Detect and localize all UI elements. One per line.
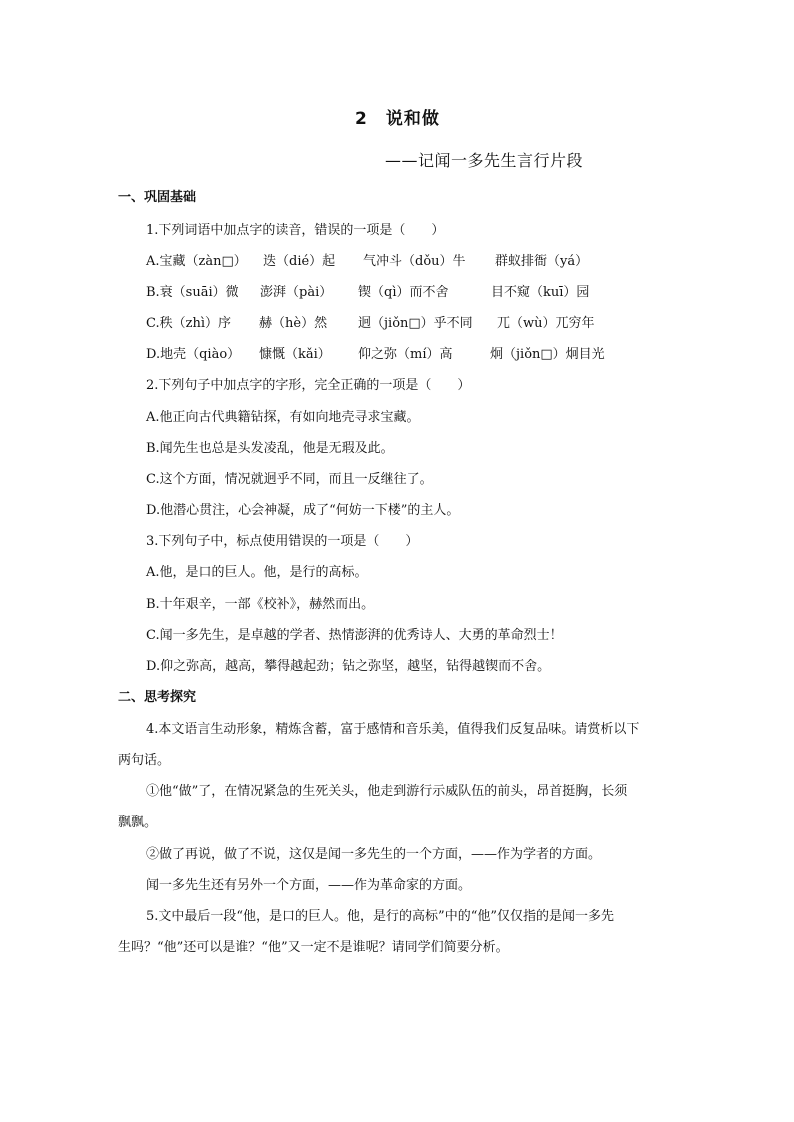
q1-option-b-2: 澎湃（pài） bbox=[260, 285, 333, 300]
lesson-title: 2 说和做 bbox=[355, 109, 440, 129]
question-4-line-1: 4.本文语言生动形象，精炼含蓄，富于感情和音乐美，值得我们反复品味。请赏析以下 bbox=[146, 722, 640, 737]
question-3-stem: 3.下列句子中，标点使用错误的一项是（ ） bbox=[146, 534, 419, 549]
q1-option-a-2: 迭（dié）起 bbox=[263, 254, 336, 269]
q1-option-b-4: 目不窥（kuī）园 bbox=[491, 285, 590, 300]
q4-sentence-1-line-2: 飘飘。 bbox=[118, 815, 158, 830]
q1-option-a-1: A.宝藏（zàn□） bbox=[146, 254, 247, 269]
q4-sentence-1-line-1: ①他“做”了，在情况紧急的生死关头，他走到游行示威队伍的前头，昂首挺胸，长须 bbox=[146, 784, 628, 799]
q1-option-c-2: 赫（hè）然 bbox=[259, 316, 328, 331]
q4-sentence-3: 闻一多先生还有另外一个方面，——作为革命家的方面。 bbox=[146, 878, 472, 893]
q4-sentence-2: ②做了再说，做了不说，这仅是闻一多先生的一个方面，——作为学者的方面。 bbox=[146, 847, 602, 862]
q1-option-a-4: 群蚁排衙（yá） bbox=[495, 254, 589, 269]
q3-option-a: A.他，是口的巨人。他，是行的高标。 bbox=[146, 565, 368, 580]
q2-option-d: D.他潜心贯注，心会神凝，成了“何妨一下楼”的主人。 bbox=[146, 503, 460, 518]
q3-option-d: D.仰之弥高，越高，攀得越起劲；钻之弥坚，越坚，钻得越锲而不舍。 bbox=[146, 659, 551, 674]
q1-option-a-3: 气冲斗（dǒu）牛 bbox=[363, 254, 466, 269]
section-heading-thinking: 二、思考探究 bbox=[118, 690, 197, 705]
q3-option-c: C.闻一多先生，是卓越的学者、热情澎湃的优秀诗人、大勇的革命烈士！ bbox=[146, 628, 563, 643]
q1-option-d-3: 仰之弥（mí）高 bbox=[358, 347, 453, 362]
q3-option-b: B.十年艰辛，一部《校补》，赫然而出。 bbox=[146, 597, 375, 612]
q1-option-b-1: B.衰（suāi）微 bbox=[146, 285, 239, 300]
lesson-subtitle: ——记闻一多先生言行片段 bbox=[385, 151, 584, 170]
q1-option-c-4: 兀（wù）兀穷年 bbox=[497, 316, 595, 331]
q1-option-d-1: D.地壳（qiào） bbox=[146, 347, 241, 362]
q2-option-b: B.闻先生也总是头发凌乱，他是无瑕及此。 bbox=[146, 441, 394, 456]
q1-option-d-2: 慷慨（kǎi） bbox=[259, 347, 331, 362]
q1-option-c-1: C.秩（zhì）序 bbox=[146, 316, 231, 331]
question-5-line-2: 生吗？“他”还可以是谁？“他”又一定不是谁呢？请同学们简要分析。 bbox=[118, 940, 509, 955]
q1-option-d-4: 炯（jiǒn□）炯目光 bbox=[490, 347, 605, 362]
question-5-line-1: 5.文中最后一段“他，是口的巨人。他，是行的高标”中的“他”仅仅指的是闻一多先 bbox=[146, 909, 614, 924]
section-heading-basics: 一、巩固基础 bbox=[118, 190, 197, 205]
q2-option-c: C.这个方面，情况就迥乎不同，而且一反继往了。 bbox=[146, 472, 433, 487]
question-1-stem: 1.下列词语中加点字的读音，错误的一项是（ ） bbox=[146, 223, 445, 238]
q1-option-c-3: 迥（jiǒn□）乎不同 bbox=[358, 316, 473, 331]
question-2-stem: 2.下列句子中加点字的字形，完全正确的一项是（ ） bbox=[146, 378, 471, 393]
q2-option-a: A.他正向古代典籍钻探，有如向地壳寻求宝藏。 bbox=[146, 410, 420, 425]
q1-option-b-3: 锲（qì）而不舍 bbox=[358, 285, 449, 300]
question-4-line-2: 两句话。 bbox=[118, 753, 171, 768]
